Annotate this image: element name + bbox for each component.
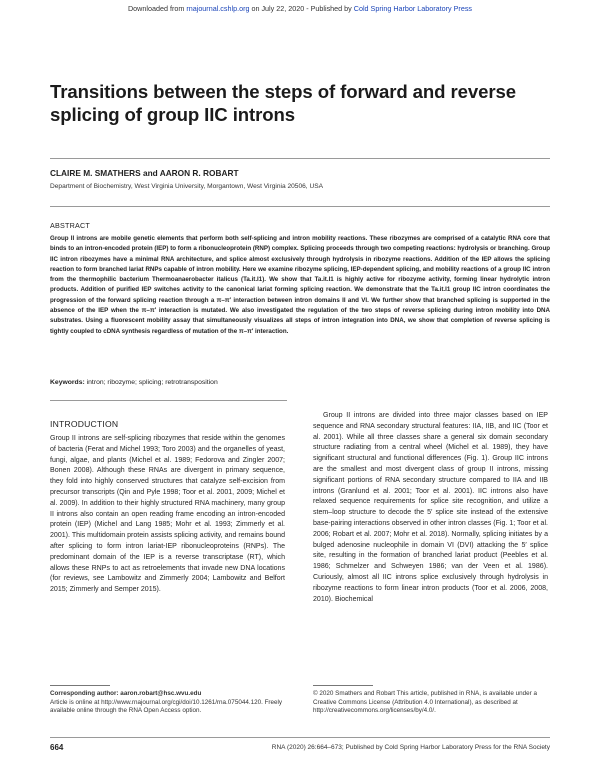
article-title: Transitions between the steps of forward and reverse splicing of group IIC introns xyxy=(50,81,516,125)
introduction-right-column: Group II introns are divided into three major classes based on IEP sequence and RNA secondary structural features: IIA, IIB, and IIC (Toor et al. 2001). While all three classes share a general six domain secondary structure radiating from a central wheel (Michel et al. 1989), they have significant structural and functional differences (Fig. 1). Group IIC introns are the smallest and most divergent class of group II introns, missing significant portions of RNA secondary structure compared to IIA and IIB introns (Granlund et al. 2001; Toor et al. 2001). IIC introns also have relaxed sequence requirements for splice site recognition, and utilize a stem–loop structure to decode the 5′ splice site instead of the extensive base-pairing interactions observed in other intron classes (Fig. 1; Toor et al. 2006; Robart et al. 2007; Mohr et al. 2018). Normally, splicing initiates by a bulged adenosine nucleophile in domain VI (DVI) attacking the 5′ splice site, resulting in the formation of branched lariat product (Peebles et al. 1986; Schmelzer and Schweyen 1986; van der Veen et al. 1986). Curiously, almost all IIC introns splice exclusively through hydrolysis in ribozyme reactions to form linear intron products (Toor et al. 2006, 2008, 2010). Biochemical xyxy=(313,412,548,603)
title-divider xyxy=(50,158,550,159)
keywords-line xyxy=(50,379,218,386)
corresponding-author: Corresponding author: aaron.robart@hsc.wvu.edu xyxy=(50,690,202,697)
keywords-label: Keywords: xyxy=(50,379,85,386)
corresponding-author-note xyxy=(50,690,287,716)
abstract-text: Group II introns are mobile genetic elements that perform both self-splicing and intron mobility reactions. These ribozymes are comprised of a catalytic RNA core that binds to an intron-encoded protein (IEP) to form a ribonucleoprotein (RNP) complex. Splicing proceeds through two competing reactions: hydrolysis or branching. Group IIC intron ribozymes have a minimal RNA architecture, and splice almost exclusively through hydrolysis in ribozyme reactions. Addition of the IEP allows the splicing reaction to form branched lariat RNPs capable of intron mobility. Here we examine ribozyme splicing, IEP-dependent splicing, and mobility reactions of a group IIC intron from the thermophilic bacterium Thermoanaerobacter italicus (Ta.it.I1). We show that Ta.it.I1 is highly active for ribozyme activity, forming linear hydrolytic intron products. Addition of purified IEP switches activity to the canonical lariat forming splicing reaction. We demonstrate that the Ta.it.I1 group IIC intron coordinates the progression of the forward splicing reaction through a π–π′ interaction between intron domains II and VI. We further show that branched splicing is supported in the absence of the IEP when the π–π′ interaction is mutated. We also investigated the regulation of the two steps of reverse splicing during intron mobility into DNA substrates. Using a fluorescent mobility assay that simultaneously visualizes all steps of intron integration into DNA, we show that completion of reverse splicing is tightly coupled to cDNA synthesis regardless of mutation of the π–π′ interaction. xyxy=(50,235,550,335)
introduction-heading: INTRODUCTION xyxy=(50,419,119,429)
abstract-heading: ABSTRACT xyxy=(50,221,90,230)
page-number: 664 xyxy=(50,743,64,752)
footnote-divider-right xyxy=(313,685,373,686)
article-online-info: Article is online at http://www.rnajournal.org/cgi/doi/10.1261/rna.075044.120. Freely available online through the RNA Open Access option. xyxy=(50,698,283,715)
journal-site-link[interactable]: rnajournal.cshlp.org xyxy=(186,4,250,13)
author-affiliation: Department of Biochemistry, West Virginia University, Morgantown, West Virginia 20506, USA xyxy=(50,183,324,190)
author-list: CLAIRE M. SMATHERS and AARON R. ROBART xyxy=(50,168,239,178)
download-banner xyxy=(0,4,600,13)
download-banner-prefix: Downloaded from xyxy=(127,4,187,13)
download-banner-middle: on July 22, 2020 - Published by xyxy=(249,4,354,13)
abstract-top-divider xyxy=(50,206,550,207)
license-note: © 2020 Smathers and Robart This article, published in RNA, is available under a Creative Commons License (Attribution 4.0 International), as described at http://creativecommons.org/licenses/by/4.0/. xyxy=(313,690,537,715)
footer-divider xyxy=(50,737,550,738)
keywords-text: intron; ribozyme; splicing; retrotransposition xyxy=(84,379,218,386)
journal-footer: RNA (2020) 26:664–673; Published by Cold Spring Harbor Laboratory Press for the RNA Society xyxy=(271,744,550,751)
introduction-left-column: Group II introns are self-splicing ribozymes that reside within the genomes of bacteria (Ferat and Michel 1993; Toro 2003) and the organelles of yeast, fungi, algae, and plants (Michel et al. 1989; Fedorova and Zingler 2007; Bonen 2008). Although these RNAs are divergent in primary sequence, they fold into highly conserved structures that catalyze self-excision from precursor transcripts (Qin and Pyle 1998; Toor et al. 2001, 2009; Michel et al. 2009). In addition to their highly structured RNA machinery, many group II introns also contain an open reading frame encoding an intron-encoded protein (IEP) (Michel and Lang 1985; Mohr et al. 1993; Zimmerly et al. 2001). This multidomain protein assists splicing activity, and remains bound after splicing to form intron lariat-IEP ribonucleoproteins (RNPs). The predominant domain of the IEP is a reverse transcriptase (RT), which allows these RNPs to act as retroelements that invade new DNA locations (for reviews, see Lambowitz and Zimmerly 2004; Lambowitz and Belfort 2015; Zimmerly and Semper 2015). xyxy=(50,435,285,594)
footnote-divider-left xyxy=(50,685,110,686)
publisher-link[interactable]: Cold Spring Harbor Laboratory Press xyxy=(353,4,473,13)
introduction-divider xyxy=(50,400,287,401)
